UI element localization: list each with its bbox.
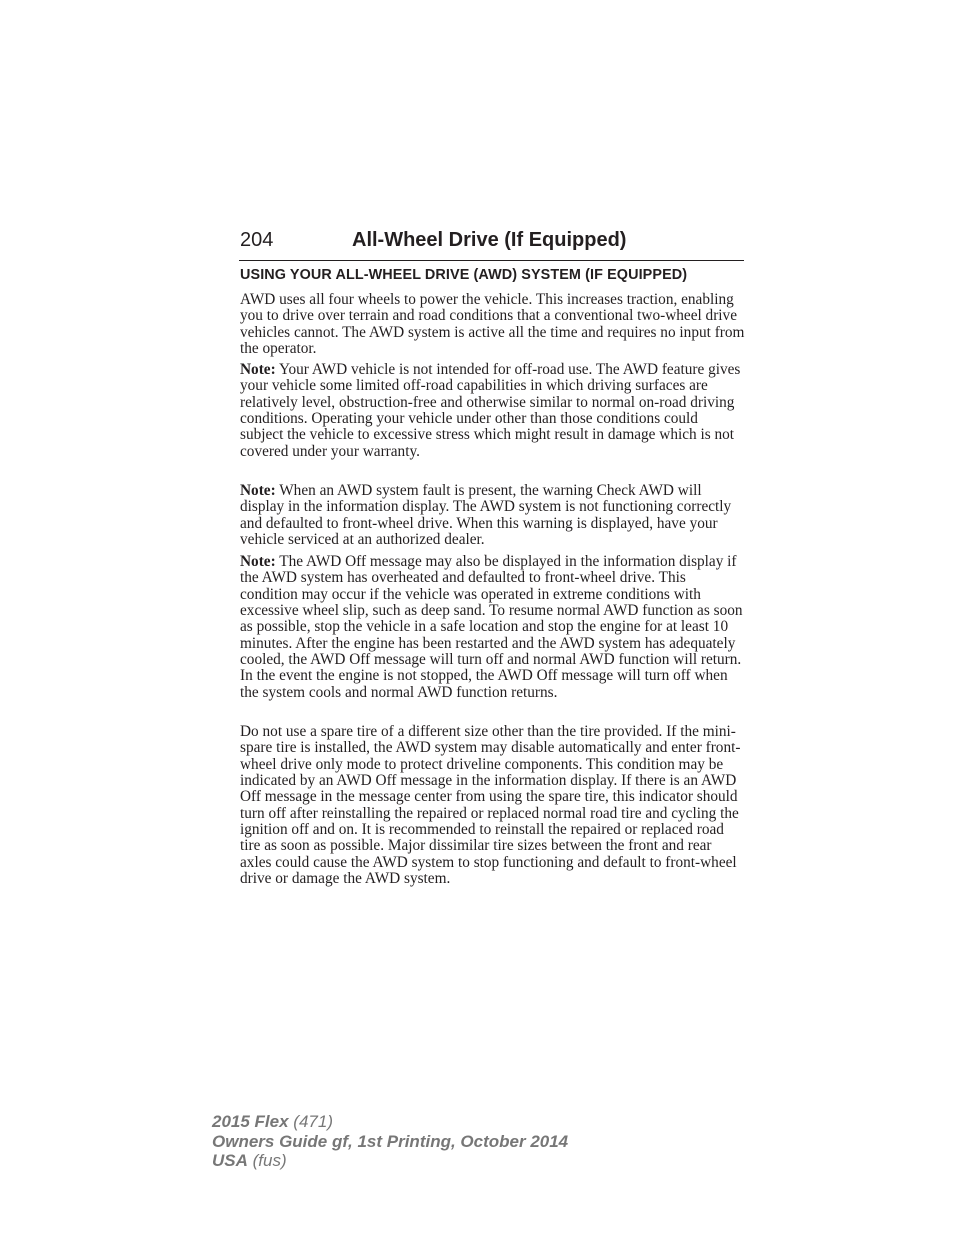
note-off-road (240, 362, 745, 460)
note-system-fault (240, 483, 745, 548)
chapter-title: All-Wheel Drive (If Equipped) (352, 229, 627, 251)
note-label: Note: (240, 482, 276, 499)
note-label: Note: (240, 361, 276, 378)
footer-model-code: (471) (293, 1112, 333, 1131)
paragraph-spare-tire (240, 724, 745, 887)
note-text: The AWD Off message may also be displayed in the information display if the AWD system has overheated and defaulted to front-wheel drive. This condition may occur if the vehicle was operated in extreme conditions with excessive wheel slip, such as deep sand. To resume normal AWD function as soon as possible, stop the vehicle in a safe location and stop the engine for at least 10 minutes. After the engine has been restarted and the AWD system has adequately cooled, the AWD Off message will turn off and normal AWD function will return. In the event the engine is not stopped, the AWD Off message will turn off when the system cools and normal AWD function returns. (240, 553, 743, 701)
page-footer (212, 1112, 568, 1171)
footer-market-line (212, 1151, 568, 1171)
footer-market-code: (fus) (252, 1151, 287, 1170)
note-text: Your AWD vehicle is not intended for off-road use. The AWD feature gives your vehicle some limited off-road capabilities in which driving surfaces are relatively level, obstruction-free and otherwise similar to normal on-road driving conditions. Operating your vehicle under other than those conditions could subject the vehicle to excessive stress which might result in damage which is not covered under your warranty. (240, 361, 741, 460)
page-header (239, 228, 744, 261)
paragraph-awd-overview (240, 292, 745, 357)
note-text: When an AWD system fault is present, the warning Check AWD will display in the information display. The AWD system is not functioning correctly and defaulted to front-wheel drive. When this warning is displayed, have your vehicle serviced at an authorized dealer. (240, 482, 732, 549)
footer-model-line (212, 1112, 568, 1132)
footer-guide: Owners Guide gf, 1st Printing, October 2014 (212, 1131, 569, 1151)
footer-market: USA (212, 1151, 248, 1170)
paragraph-text: Do not use a spare tire of a different size other than the tire provided. If the mini-spare tire is installed, the AWD system may disable automatically and enter front-wheel drive only mode to protect driveline components. This condition may be indicated by an AWD Off message in the information display. If there is an AWD Off message in the message center from using the spare tire, this indicator should turn off after reinstalling the repaired or replaced normal road tire and cycling the ignition off and on. It is recommended to reinstall the repaired or replaced road tire as soon as possible. Major dissimilar tire sizes between the front and rear axles could cause the AWD system to stop functioning and default to front-wheel drive or damage the AWD system. (240, 723, 741, 888)
page-number: 204 (240, 229, 274, 251)
paragraph-text: AWD uses all four wheels to power the vehicle. This increases traction, enabling you to drive over terrain and road conditions that a conventional two-wheel drive vehicles cannot. The AWD system is active all the time and requires no input from the operator. (240, 291, 745, 358)
section-heading: USING YOUR ALL-WHEEL DRIVE (AWD) SYSTEM (IF EQUIPPED) (240, 267, 688, 283)
footer-guide-line (212, 1132, 568, 1152)
note-awd-off-message (240, 554, 745, 701)
footer-model: 2015 Flex (212, 1112, 289, 1131)
note-label: Note: (240, 553, 276, 570)
